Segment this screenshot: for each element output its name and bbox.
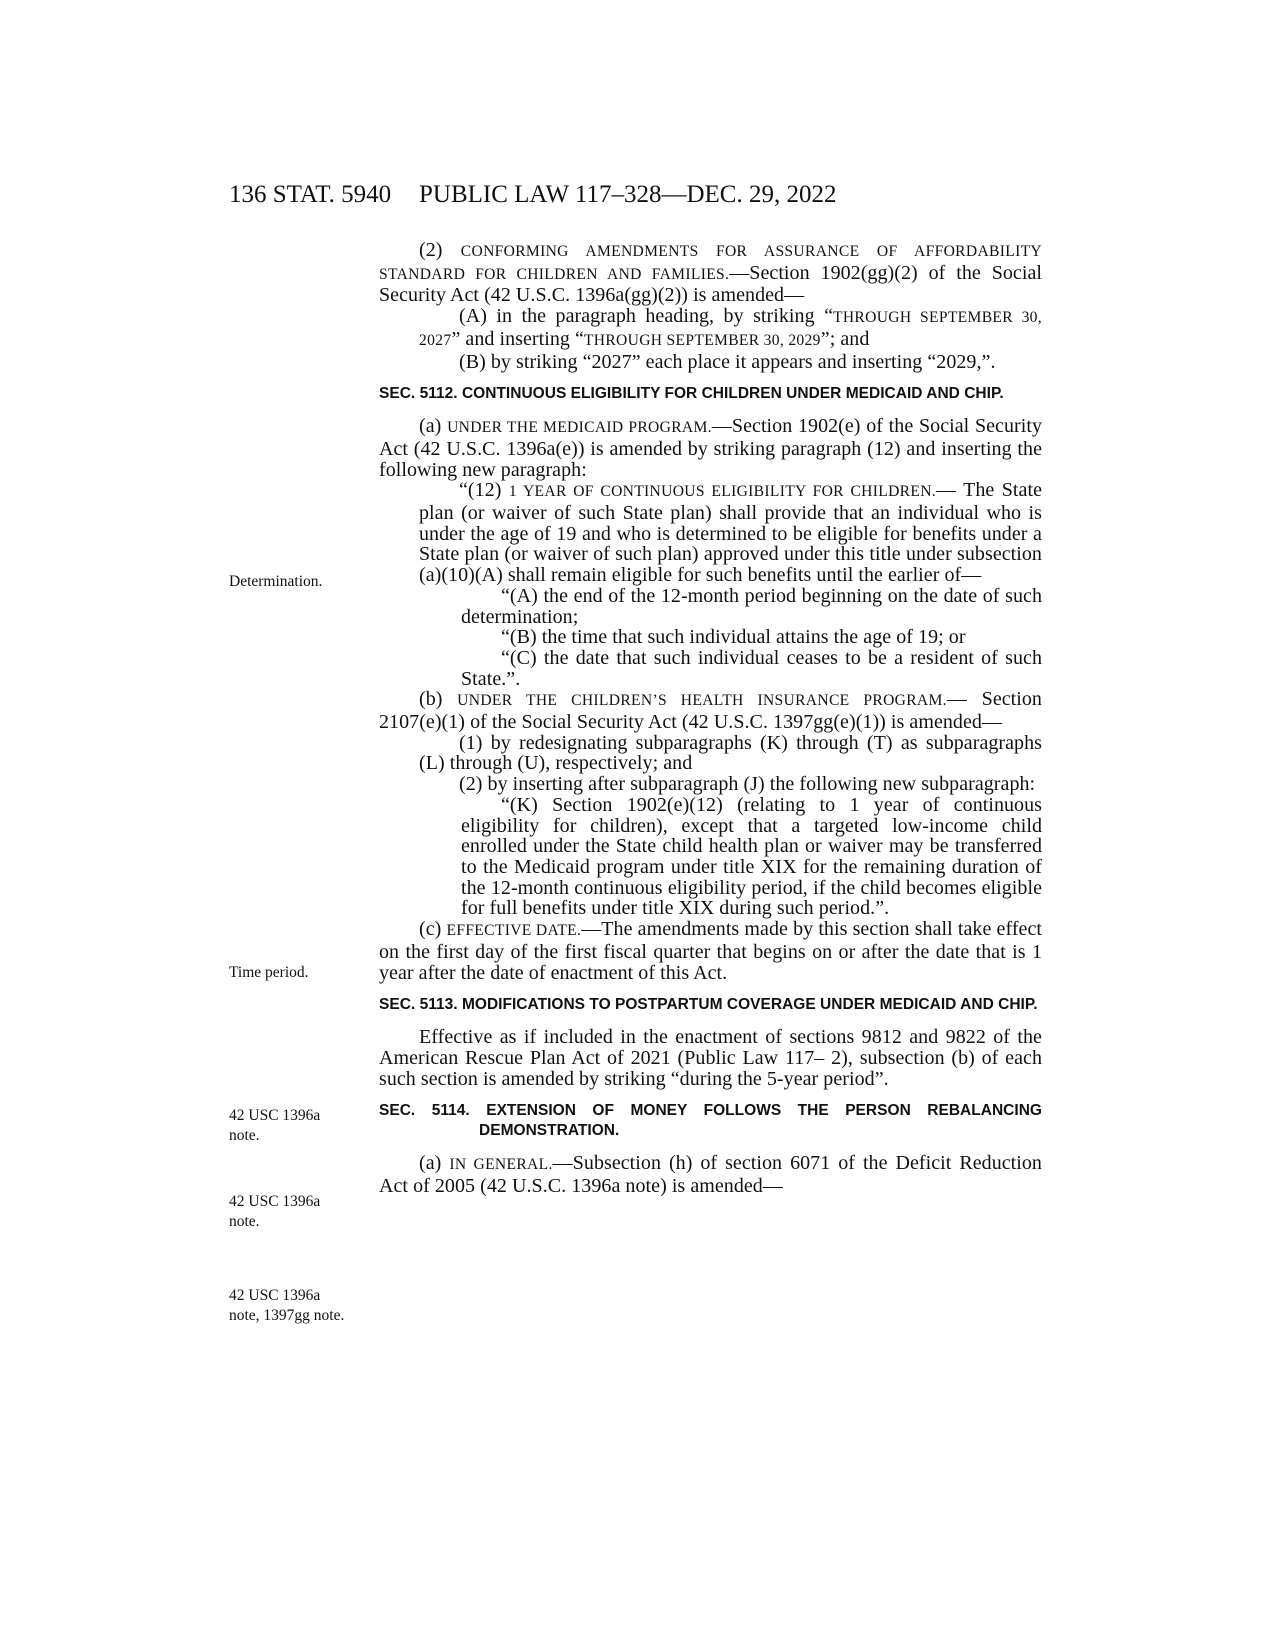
main-text-column	[379, 240, 1042, 1197]
margin-note-determination: Determination.	[229, 573, 323, 590]
paragraph-b2: (2) by inserting after subparagraph (J) the following new subparagraph:	[459, 773, 1036, 796]
quoted-paragraph-12: “(12) 1 YEAR OF CONTINUOUS ELIGIBILITY FOR CHILDREN.— The State plan (or waiver of such State plan) shall provide that an individual who is under the age of 19 and who is determined to be eligible for benefits under a State plan (or waiver of such plan) approved under this title under subsection (a)(10)(A) shall remain eligible for such benefits until the earlier of—	[419, 479, 1042, 587]
quoted-subparagraph-k: “(K) Section 1902(e)(12) (relating to 1 year of continuous eligibility for children), except that a targeted low-income child enrolled under the State child health plan or waiver may be transferred to the Medicaid program under title XIX for the remaining duration of the 12-month continuous eligibility period, if the child becomes eligible for full benefits under title XIX during such period.”.	[461, 793, 1042, 920]
margin-note-sec-5113-body: 42 USC 1396a note, 1397gg note.	[229, 1287, 345, 1324]
margin-note-effective-date: 42 USC 1396a note.	[229, 1107, 321, 1144]
quoted-subparagraph-c: “(C) the date that such individual ceases to be a resident of such State.”.	[461, 646, 1042, 690]
margin-note-time-period: Time period.	[229, 964, 309, 981]
margin-note-sec-5113: 42 USC 1396a note.	[229, 1193, 321, 1230]
paragraph-2-conforming: (2) CONFORMING AMENDMENTS FOR ASSURANCE OF AFFORDABILITY STANDARD FOR CHILDREN AND FAMILIES.—Section 1902(gg)(2) of the Social Security Act (42 U.S.C. 1396a(gg)(2)) is amended—	[379, 239, 1043, 307]
section-5112-heading: SEC. 5112. CONTINUOUS ELIGIBILITY FOR CHILDREN UNDER MEDICAID AND CHIP.	[379, 385, 1004, 403]
subsection-heading: IN GENERAL.	[449, 1156, 553, 1174]
section-5113-heading: SEC. 5113. MODIFICATIONS TO POSTPARTUM COVERAGE UNDER MEDICAID AND CHIP.	[379, 996, 1038, 1014]
subsection-heading: UNDER THE MEDICAID PROGRAM.	[447, 419, 712, 437]
quoted-subparagraph-b: “(B) the time that such individual attains the age of 19; or	[501, 626, 966, 649]
subsection-heading: UNDER THE CHILDREN’S HEALTH INSURANCE PROGRAM.	[457, 692, 947, 710]
subsection-a-medicaid: (a) UNDER THE MEDICAID PROGRAM.—Section 1902(e) of the Social Security Act (42 U.S.C. 1396a(e)) is amended by striking paragraph (12) and inserting the following new paragraph:	[379, 415, 1043, 481]
section-5114-heading: SEC. 5114. EXTENSION OF MONEY FOLLOWS THE PERSON REBALANCING DEMONSTRATION.	[379, 1102, 1042, 1140]
subsection-heading: EFFECTIVE DATE.	[446, 922, 582, 940]
section-5114-subsection-a: (a) IN GENERAL.—Subsection (h) of section 6071 of the Deficit Reduction Act of 2005 (42 U.S.C. 1396a note) is amended—	[379, 1152, 1042, 1198]
stat-page-reference: 136 STAT. 5940	[229, 181, 392, 208]
section-5113-body: Effective as if included in the enactment of sections 9812 and 9822 of the American Rescue Plan Act of 2021 (Public Law 117– 2), subsection (b) of each such section is amended by striking “during the 5-year period”.	[379, 1026, 1042, 1090]
paragraph-b1: (1) by redesignating subparagraphs (K) through (T) as subparagraphs (L) through (U), respectively; and	[419, 731, 1042, 775]
subparagraph-a: (A) in the paragraph heading, by striking “THROUGH SEPTEMBER 30, 2027” and inserting “THROUGH SEPTEMBER 30, 2029”; and	[419, 305, 1042, 350]
subsection-b-chip: (b) UNDER THE CHILDREN’S HEALTH INSURANCE PROGRAM.— Section 2107(e)(1) of the Social Security Act (42 U.S.C. 1397gg(e)(1)) is amended—	[379, 688, 1042, 734]
quoted-subparagraph-a: “(A) the end of the 12-month period beginning on the date of such determination;	[461, 584, 1042, 628]
subsection-c-effective-date: (c) EFFECTIVE DATE.—The amendments made by this section shall take effect on the first day of the first fiscal quarter that begins on or after the date that is 1 year after the date of enactment of this Act.	[379, 918, 1042, 984]
paragraph-heading: CONFORMING AMENDMENTS FOR ASSURANCE OF AFFORDABILITY STANDARD FOR CHILDREN AND FAMILIES.	[379, 243, 1042, 283]
subparagraph-b: (B) by striking “2027” each place it appears and inserting “2029,”.	[459, 350, 996, 373]
running-header-title: PUBLIC LAW 117–328—DEC. 29, 2022	[419, 181, 837, 208]
